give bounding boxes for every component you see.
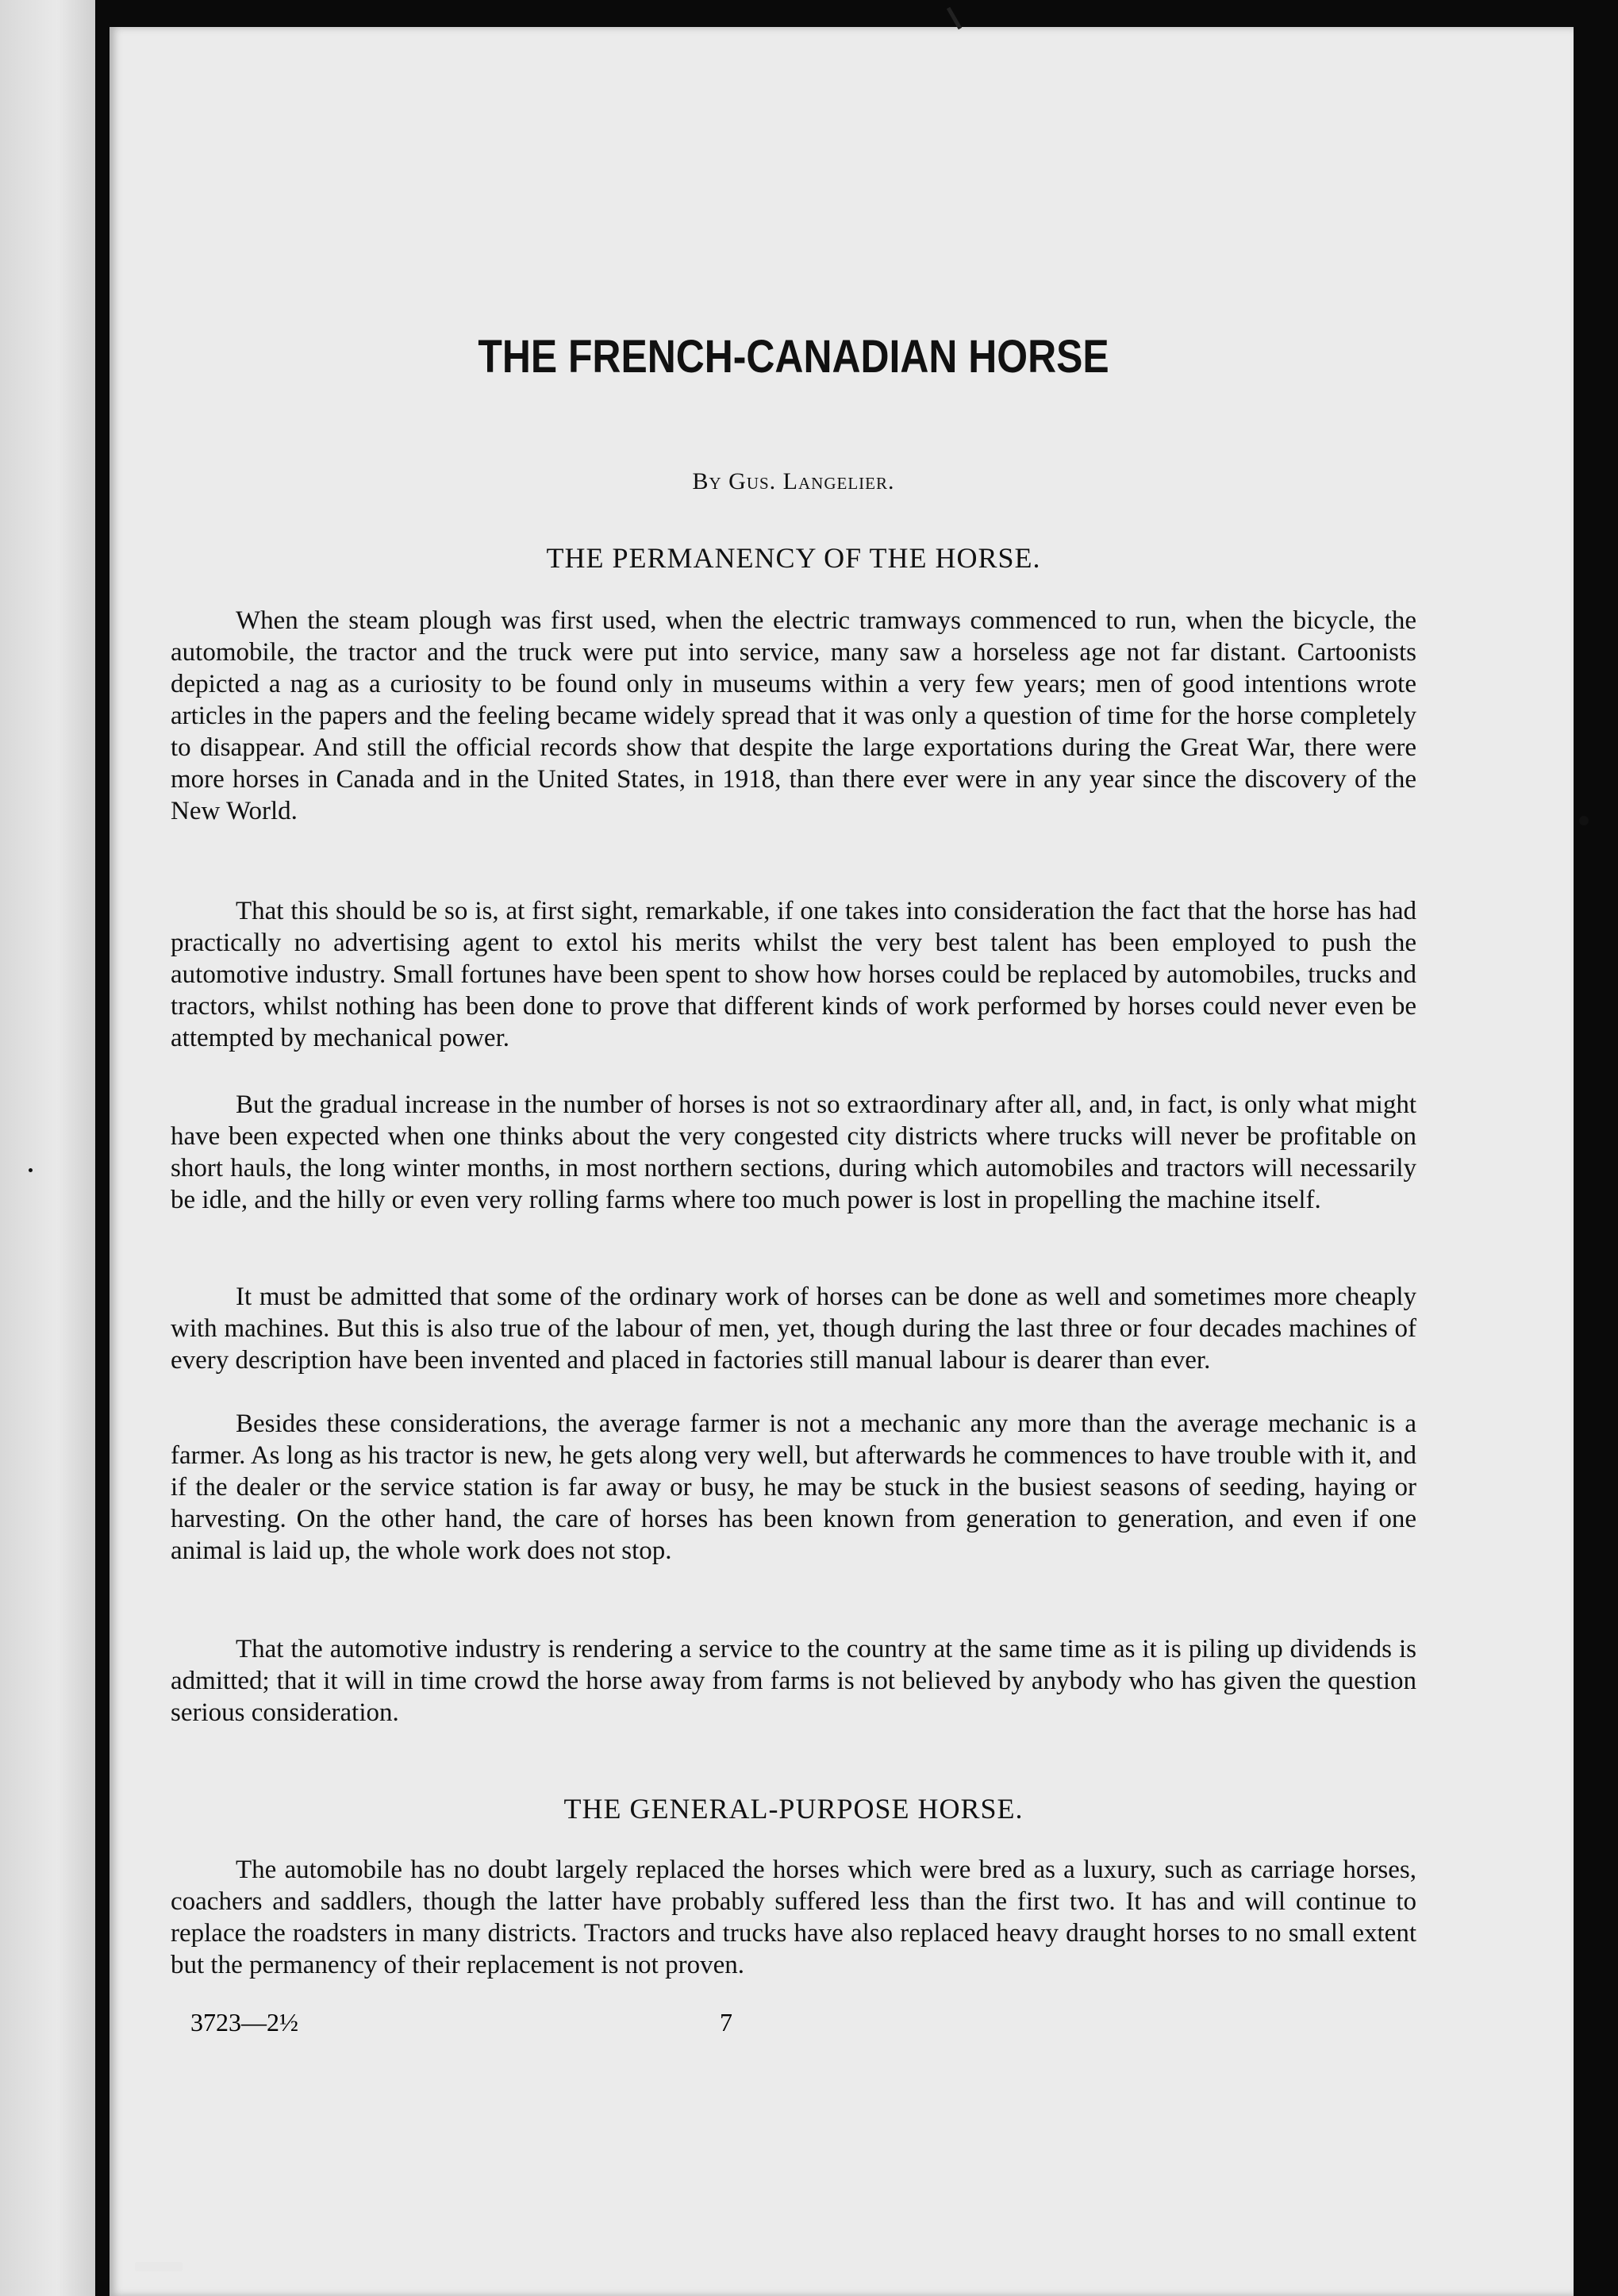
paragraph: When the steam plough was first used, when the electric tramways commenced to run, when the bicycle, the automobile, the tractor and the truck were put into service, many saw a horseless age not far distant. Cartoonists depicted a nag as a curiosity to be found only in museums within a very few years; men of good intentions wrote articles in the papers and the feeling became widely spread that it was only a question of time for the horse completely to disappear. And still the official records show that despite the large exportations during the Great War, there were more horses in Canada and in the United States, in 1918, than there ever were in any year since the discovery of the New World. — [171, 606, 1416, 825]
footer-code: 3723—2½ — [190, 2008, 298, 2036]
previous-page-edge — [0, 0, 95, 2296]
paragraph: Besides these considerations, the average farmer is not a mechanic any more than the average mechanic is a farmer. As long as his tractor is new, he gets along very well, but afterwards he commences to have trouble with it, and if the dealer or the service station is far away or busy, he may be stuck in the busiest seasons of seeding, haying or harvesting. On the other hand, the care of horses has been known from generation to generation, and even if one animal is laid up, the whole work does not stop. — [171, 1410, 1416, 1565]
section-heading: THE GENERAL-PURPOSE HORSE. — [563, 1793, 1024, 1825]
paragraph: That the automotive industry is rendering a service to the country at the same time as it is piling up dividends is admitted; that it will in time crowd the horse away from farms is not believed by anybody who has given the question serious consideration. — [171, 1635, 1416, 1727]
scan-speck — [1579, 816, 1589, 825]
article-title: THE FRENCH-CANADIAN HORSE — [478, 331, 1109, 383]
paragraph: It must be admitted that some of the ordinary work of horses can be done as well and sometimes more cheaply with machines. But this is also true of the labour of men, yet, though during the last three or four decades machines of every description have been invented and placed in factories still manual labour is dearer than ever. — [171, 1283, 1416, 1375]
paragraph: But the gradual increase in the number of horses is not so extraordinary after all, and, in fact, is only what might have been expected when one thinks about the very congested city districts where trucks will never be profitable on short hauls, the long winter months, in most northern sections, during which automobiles and tractors will necessarily be idle, and the hilly or even very rolling farms where too much power is lost in propelling the machine itself. — [171, 1090, 1416, 1214]
page-number: 7 — [720, 2008, 732, 2036]
paragraph: That this should be so is, at first sight, remarkable, if one takes into consideration the fact that the horse has had practically no advertising agent to extol his merits whilst the very best talent has been employed to push the automotive industry. Small fortunes have been spent to show how horses could be replaced by automobiles, trucks and tractors, whilst nothing has been done to prove that different kinds of work performed by horses could never even be attempted by mechanical power. — [171, 897, 1416, 1052]
section-heading: THE PERMANENCY OF THE HORSE. — [546, 542, 1041, 574]
article-byline: By Gus. Langelier. — [692, 468, 895, 494]
article — [171, 0, 1416, 2296]
scan-speck — [29, 1168, 33, 1172]
paragraph: The automobile has no doubt largely replaced the horses which were bred as a luxury, such as carriage horses, coachers and saddlers, though the latter have probably suffered less than the first two. It has and will continue to replace the roadsters in many districts. Tractors and trucks have also replaced heavy draught horses to no small extent but the permanency of their replacement is not proven. — [171, 1856, 1416, 1979]
